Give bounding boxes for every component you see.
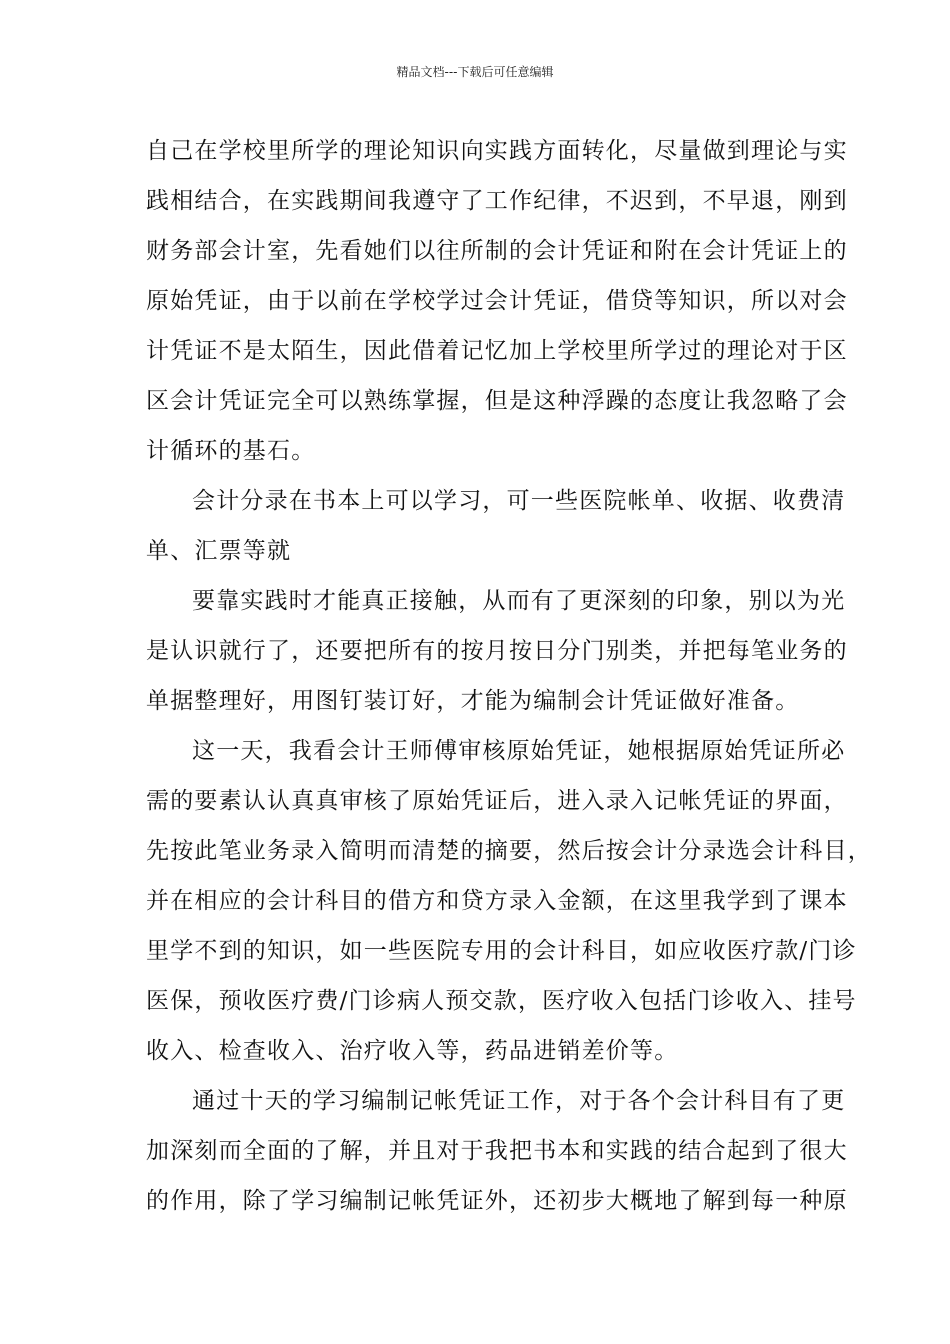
text-line: 要靠实践时才能真正接触，从而有了更深刻的印象，别以为光: [192, 588, 846, 614]
text-line: 计循环的基石。: [146, 438, 316, 464]
text-line: 单据整理好，用图钉装订好，才能为编制会计凭证做好准备。: [146, 688, 800, 714]
text-line: 单、汇票等就: [146, 538, 292, 564]
text-line: 收入、检查收入、治疗收入等，药品进销差价等。: [146, 1038, 679, 1064]
text-line: 医保，预收医疗费/门诊病人预交款，医疗收入包括门诊收入、挂号: [146, 988, 857, 1014]
text-line: 加深刻而全面的了解，并且对于我把书本和实践的结合起到了很大: [146, 1138, 848, 1164]
text-line: 财务部会计室，先看她们以往所制的会计凭证和附在会计凭证上的: [146, 238, 848, 264]
text-line: 里学不到的知识，如一些医院专用的会计科目，如应收医疗款/门诊: [146, 938, 857, 964]
text-line: 是认识就行了，还要把所有的按月按日分门别类，并把每笔业务的: [146, 638, 848, 664]
text-line: 的作用，除了学习编制记帐凭证外，还初步大概地了解到每一种原: [146, 1188, 848, 1214]
text-line: 这一天，我看会计王师傅审核原始凭证，她根据原始凭证所必: [192, 738, 846, 764]
text-line: 先按此笔业务录入简明而清楚的摘要，然后按会计分录选会计科目，: [146, 838, 872, 864]
text-line: 践相结合，在实践期间我遵守了工作纪律，不迟到，不早退，刚到: [146, 188, 848, 214]
text-line: 需的要素认认真真审核了原始凭证后，进入录入记帐凭证的界面，: [146, 788, 848, 814]
text-line: 区会计凭证完全可以熟练掌握，但是这种浮躁的态度让我忽略了会: [146, 388, 848, 414]
text-line: 通过十天的学习编制记帐凭证工作，对于各个会计科目有了更: [192, 1088, 846, 1114]
text-line: 会计分录在书本上可以学习，可一些医院帐单、收据、收费清: [192, 488, 846, 514]
text-line: 计凭证不是太陌生，因此借着记忆加上学校里所学过的理论对于区: [146, 338, 848, 364]
text-line: 并在相应的会计科目的借方和贷方录入金额，在这里我学到了课本: [146, 888, 848, 914]
page-header: 精品文档---下载后可任意编辑: [396, 65, 554, 79]
text-line: 自己在学校里所学的理论知识向实践方面转化，尽量做到理论与实: [146, 138, 848, 164]
text-line: 原始凭证，由于以前在学校学过会计凭证，借贷等知识，所以对会: [146, 288, 848, 314]
